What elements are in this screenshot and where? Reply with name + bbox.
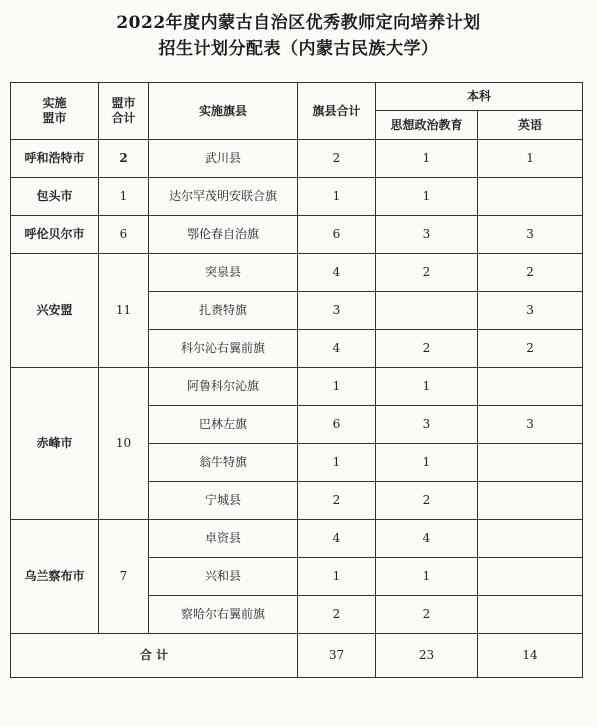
politics-cell: 1	[376, 444, 478, 482]
county-total-cell: 4	[298, 330, 376, 368]
county-cell: 兴和县	[149, 558, 298, 596]
county-total-cell: 1	[298, 558, 376, 596]
county-total-cell: 2	[298, 140, 376, 178]
county-total-cell: 1	[298, 444, 376, 482]
county-cell: 突泉县	[149, 254, 298, 292]
politics-cell: 3	[376, 216, 478, 254]
region-total-cell: 10	[99, 368, 149, 520]
county-total-cell: 2	[298, 596, 376, 634]
table-row	[11, 216, 583, 254]
politics-cell: 2	[376, 330, 478, 368]
county-total-cell: 4	[298, 520, 376, 558]
english-cell	[478, 368, 583, 406]
politics-cell: 2	[376, 596, 478, 634]
document-title-line2: 招生计划分配表（内蒙古民族大学）	[158, 39, 439, 59]
county-cell: 科尔沁右翼前旗	[149, 330, 298, 368]
table-row	[11, 520, 583, 558]
english-cell: 3	[478, 406, 583, 444]
region-total-cell: 1	[99, 178, 149, 216]
region-total-cell: 6	[99, 216, 149, 254]
region-cell: 呼和浩特市	[11, 140, 99, 178]
english-cell: 2	[478, 254, 583, 292]
politics-cell: 1	[376, 178, 478, 216]
county-cell: 鄂伦春自治旗	[149, 216, 298, 254]
politics-cell: 1	[376, 368, 478, 406]
politics-cell: 2	[376, 482, 478, 520]
county-total-cell: 6	[298, 216, 376, 254]
region-cell: 赤峰市	[11, 368, 99, 520]
region-cell: 乌兰察布市	[11, 520, 99, 634]
region-total-cell: 11	[99, 254, 149, 368]
region-cell: 包头市	[11, 178, 99, 216]
english-cell: 2	[478, 330, 583, 368]
county-total-cell: 4	[298, 254, 376, 292]
total-label: 合 计	[11, 634, 298, 678]
politics-cell: 1	[376, 140, 478, 178]
politics-cell	[376, 292, 478, 330]
english-cell	[478, 520, 583, 558]
total-politics-cell: 23	[376, 634, 478, 678]
english-cell	[478, 482, 583, 520]
county-cell: 阿鲁科尔沁旗	[149, 368, 298, 406]
region-total-cell: 2	[99, 140, 149, 178]
english-cell: 1	[478, 140, 583, 178]
english-cell: 3	[478, 292, 583, 330]
county-total-cell: 1	[298, 368, 376, 406]
document-title-line1: 2022年度内蒙古自治区优秀教师定向培养计划	[116, 13, 481, 33]
english-cell	[478, 558, 583, 596]
politics-cell: 1	[376, 558, 478, 596]
table-row	[11, 178, 583, 216]
header-league-total: 盟市 合计	[99, 83, 149, 140]
politics-cell: 4	[376, 520, 478, 558]
header-county: 实施旗县	[149, 83, 298, 140]
politics-cell: 3	[376, 406, 478, 444]
politics-cell: 2	[376, 254, 478, 292]
table-row	[11, 254, 583, 292]
total-english-cell: 14	[478, 634, 583, 678]
english-cell	[478, 444, 583, 482]
english-cell	[478, 596, 583, 634]
english-cell: 3	[478, 216, 583, 254]
county-total-cell: 2	[298, 482, 376, 520]
region-total-cell: 7	[99, 520, 149, 634]
county-cell: 翁牛特旗	[149, 444, 298, 482]
total-county-cell: 37	[298, 634, 376, 678]
county-cell: 宁城县	[149, 482, 298, 520]
header-league-city: 实施 盟市	[11, 83, 99, 140]
county-cell: 卓资县	[149, 520, 298, 558]
county-cell: 察哈尔右翼前旗	[149, 596, 298, 634]
county-total-cell: 3	[298, 292, 376, 330]
allocation-table	[10, 82, 583, 678]
english-cell	[478, 178, 583, 216]
county-cell: 巴林左旗	[149, 406, 298, 444]
table-row	[11, 140, 583, 178]
county-total-cell: 6	[298, 406, 376, 444]
header-county-total: 旗县合计	[298, 83, 376, 140]
header-undergrad: 本科	[376, 83, 583, 111]
region-cell: 呼伦贝尔市	[11, 216, 99, 254]
header-english: 英语	[478, 111, 583, 140]
header-politics: 思想政治教育	[376, 111, 478, 140]
table-row	[11, 368, 583, 406]
county-cell: 扎赉特旗	[149, 292, 298, 330]
region-cell: 兴安盟	[11, 254, 99, 368]
county-total-cell: 1	[298, 178, 376, 216]
county-cell: 达尔罕茂明安联合旗	[149, 178, 298, 216]
county-cell: 武川县	[149, 140, 298, 178]
total-row	[11, 634, 583, 678]
